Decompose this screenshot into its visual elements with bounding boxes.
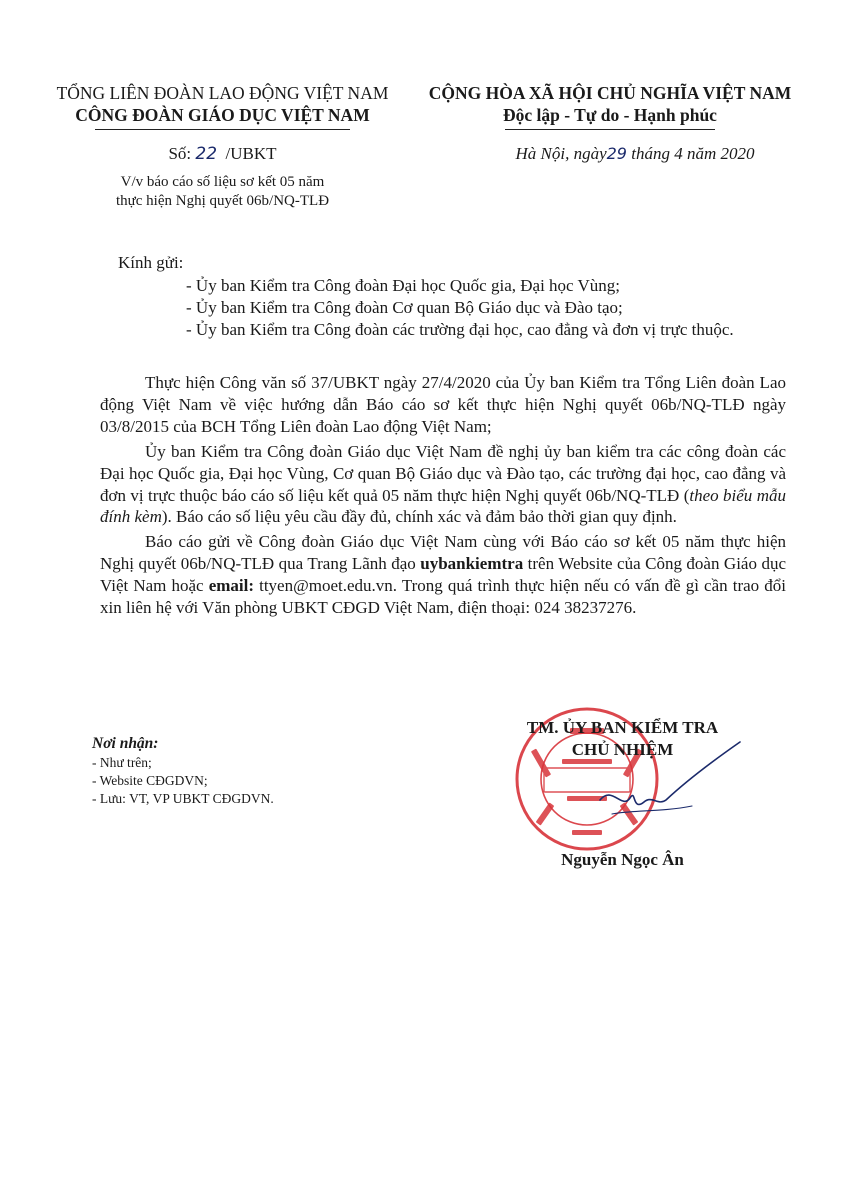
national-title: CỘNG HÒA XÃ HỘI CHỦ NGHĨA VIỆT NAM — [428, 83, 792, 103]
date-month: 4 — [674, 144, 683, 163]
document-number — [40, 144, 405, 164]
year-label: năm — [686, 144, 717, 163]
header-right-underline — [505, 129, 715, 130]
paragraph-3-text-a: Báo cáo gửi về Công đoàn Giáo dục Việt Nam cùng với Báo cáo sơ kết 05 năm thực hiện Nghị quyết 06b/NQ-TLĐ qua Trang Lãnh đạo — [100, 532, 786, 574]
parent-organization: TỔNG LIÊN ĐOÀN LAO ĐỘNG VIỆT NAM — [56, 83, 389, 103]
recipient-item: - Ủy ban Kiểm tra Công đoàn Đại học Quốc gia, Đại học Vùng; — [186, 276, 621, 295]
email-label: email: — [208, 576, 255, 596]
distribution-list — [92, 734, 274, 808]
distribution-title: Nơi nhận: — [92, 735, 159, 752]
doc-number-prefix: Số: — [168, 144, 192, 163]
place-label: Hà Nội, ngày — [515, 144, 607, 163]
paragraph-2-italic: theo biểu mẫu đính kèm — [100, 485, 786, 527]
header-left-underline — [95, 129, 350, 130]
subject-line-2: thực hiện Nghị quyết 06b/NQ-TLĐ — [115, 193, 330, 209]
subject-line-1: V/v báo cáo số liệu sơ kết 05 năm — [120, 174, 325, 190]
letter-body — [100, 372, 786, 619]
distribution-item: - Website CĐGDVN; — [92, 773, 208, 788]
paragraph-2-text-b: ). Báo cáo số liệu yêu cầu đầy đủ, chính xác và đảm bảo thời gian quy định. — [161, 507, 677, 527]
portal-name: uybankiemtra — [420, 554, 524, 574]
national-motto: Độc lập - Tự do - Hạnh phúc — [503, 105, 717, 125]
recipient-item: - Ủy ban Kiểm tra Công đoàn các trường đại học, cao đẳng và đơn vị trực thuộc. — [186, 320, 734, 339]
month-label: tháng — [631, 144, 670, 163]
paragraph-3-text-b: trên Website của Công đoàn Giáo dục Việt Nam hoặc — [100, 554, 786, 596]
date-year: 2020 — [720, 144, 755, 163]
organization-name: CÔNG ĐOÀN GIÁO DỤC VIỆT NAM — [75, 105, 370, 125]
place-and-date — [470, 144, 800, 164]
paragraph-3-text-c: ttyen@moet.edu.vn. Trong quá trình thực hiện nếu có vấn đề gì cần trao đổi xin liên hệ với Văn phòng UBKT CĐGD Việt Nam, điện thoại: 024 38237276. — [100, 576, 786, 618]
date-day-handwritten: 29 — [606, 144, 627, 163]
issuing-organization — [40, 82, 405, 130]
subject-line — [40, 173, 405, 211]
national-header — [400, 82, 820, 130]
doc-number-suffix: /UBKT — [225, 144, 277, 163]
signature-title — [490, 717, 755, 761]
recipient-item: - Ủy ban Kiểm tra Công đoàn Cơ quan Bộ Giáo dục và Đào tạo; — [186, 298, 623, 317]
paragraph-1: Thực hiện Công văn số 37/UBKT ngày 27/4/2020 của Ủy ban Kiểm tra Tổng Liên đoàn Lao động Việt Nam về việc hướng dẫn Báo cáo sơ kết thực hiện Nghị quyết 06b/NQ-TLĐ ngày 03/8/2015 của BCH Tổng Liên đoàn Lao động Việt Nam; — [100, 373, 786, 436]
signer-name: Nguyễn Ngọc Ân — [561, 850, 684, 869]
paragraph-3 — [100, 531, 786, 619]
signature-title-line-2: CHỦ NHIỆM — [571, 740, 674, 759]
distribution-item: - Lưu: VT, VP UBKT CĐGDVN. — [92, 791, 274, 806]
paragraph-2-text-a: Ủy ban Kiểm tra Công đoàn Giáo dục Việt Nam đề nghị ủy ban kiểm tra các công đoàn các Đại học Quốc gia, Đại học Vùng, Cơ quan Bộ Giáo dục và Đào tạo, các trường đại học, cao đẳng và đơn vị trực thuộc báo cáo số liệu kết quả 05 năm thực hiện Nghị quyết 06b/NQ-TLĐ ( — [100, 441, 786, 505]
greeting: Kính gửi: — [118, 253, 184, 272]
doc-number-handwritten: 22 — [195, 144, 218, 164]
paragraph-2 — [100, 441, 786, 529]
recipient-list — [186, 275, 734, 341]
distribution-item: - Như trên; — [92, 755, 152, 770]
signature-title-line-1: TM. ỦY BAN KIỂM TRA — [526, 718, 719, 737]
